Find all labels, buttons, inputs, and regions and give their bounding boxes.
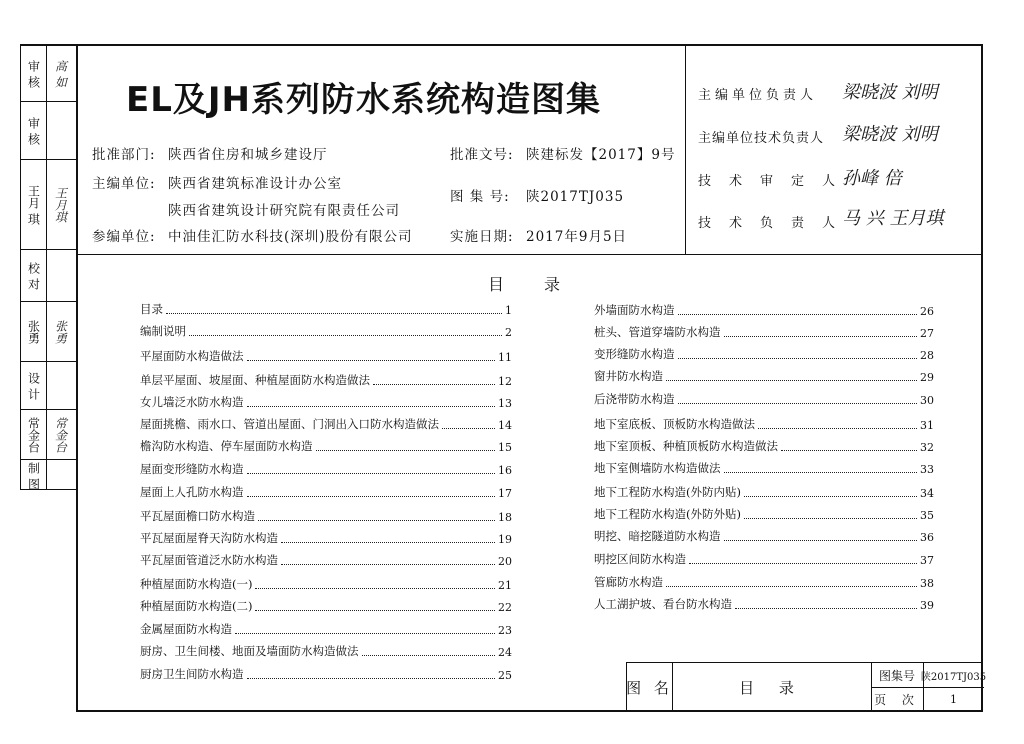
toc-entry-page: 2 [505,326,512,339]
strip-row-2 [21,101,77,159]
strip-row-8 [21,459,77,491]
toc-entry-title: 地下室底板、顶板防水构造做法 [594,417,755,431]
toc-entry[interactable] [140,323,512,339]
toc-entry-title: 编制说明 [140,324,186,338]
toc-leader [724,472,918,473]
chief-unit-1: 陕西省建筑标准设计办公室 [168,176,342,192]
toc-entry-title: 地下工程防水构造(外防内贴) [594,485,741,499]
toc-leader [724,336,918,337]
toc-leader [255,610,495,611]
toc-leader [724,540,918,541]
toc-entry-page: 19 [498,533,512,546]
toc-entry-page: 25 [498,669,512,682]
approval-dept: 陕西省住房和城乡建设厅 [168,147,328,163]
toc-entry-title: 窗井防水构造 [594,369,663,383]
toc-entry[interactable] [140,484,512,500]
toc-entry-title: 明挖、暗挖隧道防水构造 [594,529,721,543]
toc-leader [781,450,917,451]
signature-name: 马 兴 王月琪 [842,208,944,229]
toc-entry-page: 20 [498,555,512,568]
atlas-no-label-block: 图集号 [878,668,915,683]
toc-entry-title: 外墙面防水构造 [594,303,675,317]
toc-leader [689,563,917,564]
toc-entry-title: 单层平屋面、坡屋面、种植屋面防水构造做法 [140,373,370,387]
strip-label: 审 核 [26,116,41,145]
header-bottom-line [76,254,983,255]
toc-entry-page: 1 [505,304,512,317]
page-number: 1 [950,692,957,706]
toc-entry[interactable] [140,394,512,410]
toc-entry-title: 平瓦屋面屋脊天沟防水构造 [140,531,278,545]
toc-entry[interactable] [594,302,934,318]
toc-entry-page: 21 [498,579,512,592]
toc-entry-page: 13 [498,397,512,410]
toc-leader [678,314,918,315]
toc-entry-title: 地下工程防水构造(外防外贴) [594,507,741,521]
toc-entry[interactable] [140,666,512,682]
toc-entry-page: 39 [920,599,934,612]
toc-leader [255,588,495,589]
toc-entry[interactable] [594,528,934,544]
toc-leader [373,384,495,385]
toc-entry-page: 35 [920,509,934,522]
toc-entry[interactable] [140,530,512,546]
toc-entry[interactable] [594,368,934,384]
toc-leader [247,496,496,497]
toc-entry[interactable] [140,348,512,364]
strip-signature: 常金台 [53,416,68,453]
toc-entry[interactable] [140,552,512,568]
toc-entry-title: 种植屋面防水构造(二) [140,599,253,613]
toc-entry-title: 檐沟防水构造、停车屋面防水构造 [140,439,313,453]
toc-entry[interactable] [594,484,934,500]
atlas-no-label: 图 集 号: [450,189,510,205]
toc-leader [744,496,917,497]
toc-entry-title: 地下室顶板、种植顶板防水构造做法 [594,439,778,453]
strip-signature: 张勇 [53,319,68,344]
toc-entry-title: 金属屋面防水构造 [140,622,232,636]
toc-leader [247,406,496,407]
toc-leader [744,518,917,519]
toc-entry-title: 地下室侧墙防水构造做法 [594,461,721,475]
strip-label: 设 计 [26,371,41,400]
toc-entry[interactable] [594,391,934,407]
title-block [626,662,987,712]
toc-leader [666,586,917,587]
participant: 中油佳汇防水科技(深圳)股份有限公司 [168,229,413,245]
approval-dept-label: 批准部门: [92,147,156,163]
page-label: 页 次 [874,692,920,707]
toc-entry-page: 18 [498,511,512,524]
strip-label: 常金台 [26,416,41,453]
participant-label: 参编单位: [92,229,156,245]
chief-unit-label: 主编单位: [92,176,156,192]
toc-entry-page: 24 [498,646,512,659]
toc-entry-title: 平瓦屋面檐口防水构造 [140,509,255,523]
signature-role: 技术负责人 [698,216,854,231]
toc-entry-title: 厨房、卫生间楼、地面及墙面防水构造做法 [140,644,359,658]
strip-signature [47,250,75,301]
toc-entry[interactable] [140,461,512,477]
toc-entry-title: 种植屋面防水构造(一) [140,577,253,591]
toc-entry-title: 目录 [140,302,163,316]
strip-signature: 高 如 [53,59,68,88]
strip-label: 制 图 [26,461,41,490]
strip-label: 校 对 [26,261,41,290]
strip-row-5 [21,301,77,361]
toc-entry-page: 31 [920,419,934,432]
toc-entry[interactable] [140,372,512,388]
toc-entry[interactable] [140,576,512,592]
toc-entry[interactable] [594,506,934,522]
toc-leader [281,542,495,543]
atlas-no: 陕2017TJ035 [526,189,625,205]
strip-row-6 [21,361,77,409]
drawing-name: 目 录 [739,678,804,697]
toc-leader [678,403,918,404]
toc-entry-title: 厨房卫生间防水构造 [140,667,244,681]
toc-entry[interactable] [594,574,934,590]
toc-leader [235,633,495,634]
toc-entry-page: 14 [498,419,512,432]
drawing-name-label: 图 名 [626,678,673,697]
toc-entry-title: 平瓦屋面管道泛水防水构造 [140,553,278,567]
toc-entry[interactable] [594,460,934,476]
strip-signature [47,362,75,409]
toc-leader [258,520,495,521]
toc-entry-title: 屋面上人孔防水构造 [140,485,244,499]
toc-entry-page: 16 [498,464,512,477]
strip-label: 王月 琪 [26,184,41,225]
toc-entry-page: 15 [498,441,512,454]
atlas-no-block: 陕2017TJ035 [920,671,987,683]
strip-row-4 [21,249,77,301]
approval-no-label: 批准文号: [450,147,514,163]
strip-row-3 [21,159,77,249]
toc-leader [735,608,917,609]
toc-entry-page: 12 [498,375,512,388]
toc-entry-title: 人工湖护坡、看台防水构造 [594,597,732,611]
strip-signature: 王月琪 [53,186,68,223]
toc-leader [678,358,918,359]
strip-signature [47,460,75,491]
toc-entry-page: 38 [920,577,934,590]
toc-entry-page: 33 [920,463,934,476]
strip-row-7 [21,409,77,459]
toc-leader [442,428,495,429]
toc-entry[interactable] [594,438,934,454]
signature-role: 技术审定人 [698,174,854,189]
toc-entry[interactable] [594,346,934,362]
strip-label: 张勇 [26,319,41,344]
toc-entry[interactable] [140,643,512,659]
strip-label: 审 核 [26,59,41,88]
toc-entry-page: 26 [920,305,934,318]
toc-leader [362,655,496,656]
toc-entry[interactable] [594,596,934,612]
signature-role: 主编单位负责人 [698,88,818,103]
atlas-title: EL及JH系列防水系统构造图集 [126,80,601,120]
signature-name: 孙峰 倍 [842,168,902,189]
toc-entry[interactable] [140,508,512,524]
toc-entry[interactable] [140,621,512,637]
toc-entry-page: 34 [920,487,934,500]
toc-entry-title: 桩头、管道穿墙防水构造 [594,325,721,339]
toc-entry-title: 管廊防水构造 [594,575,663,589]
strip-row-1 [21,45,77,101]
chief-unit-2: 陕西省建筑设计研究院有限责任公司 [168,203,400,219]
strip-signature [47,102,75,159]
signature-role: 主编单位技术负责人 [698,131,825,146]
toc-entry-title: 屋面挑檐、雨水口、管道出屋面、门洞出入口防水构造做法 [140,417,439,431]
toc-leader [758,428,917,429]
toc-leader [247,473,496,474]
header-vertical-divider [685,44,686,254]
toc-entry-page: 23 [498,624,512,637]
toc-entry-page: 37 [920,554,934,567]
toc-entry-title: 后浇带防水构造 [594,392,675,406]
toc-entry-title: 屋面变形缝防水构造 [140,462,244,476]
toc-entry[interactable] [594,324,934,340]
toc-entry-title: 变形缝防水构造 [594,347,675,361]
toc-leader [166,313,502,314]
toc-entry-page: 17 [498,487,512,500]
toc-leader [666,380,917,381]
toc-entry[interactable] [594,551,934,567]
toc-entry[interactable] [140,438,512,454]
approval-no: 陕建标发【2017】9号 [526,147,676,163]
toc-leader [316,450,496,451]
toc-entry-page: 11 [498,351,512,364]
toc-leader [281,564,495,565]
toc-entry[interactable] [140,301,512,317]
impl-date-label: 实施日期: [450,229,514,245]
toc-heading: 目录 [488,275,601,294]
toc-entry-page: 22 [498,601,512,614]
impl-date: 2017年9月5日 [526,229,628,245]
toc-leader [189,335,502,336]
toc-leader [247,360,496,361]
toc-leader [247,678,496,679]
signature-name: 梁晓波 刘明 [842,82,938,103]
toc-entry-page: 28 [920,349,934,362]
toc-entry[interactable] [140,598,512,614]
toc-entry-page: 27 [920,327,934,340]
toc-entry[interactable] [140,416,512,432]
toc-entry-page: 36 [920,531,934,544]
toc-entry[interactable] [594,416,934,432]
toc-entry-title: 平屋面防水构造做法 [140,349,244,363]
signature-strip [20,44,76,490]
toc-entry-title: 明挖区间防水构造 [594,552,686,566]
toc-entry-page: 32 [920,441,934,454]
toc-entry-title: 女儿墙泛水防水构造 [140,395,244,409]
signature-name: 梁晓波 刘明 [842,124,938,145]
toc-entry-page: 30 [920,394,934,407]
toc-entry-page: 29 [920,371,934,384]
